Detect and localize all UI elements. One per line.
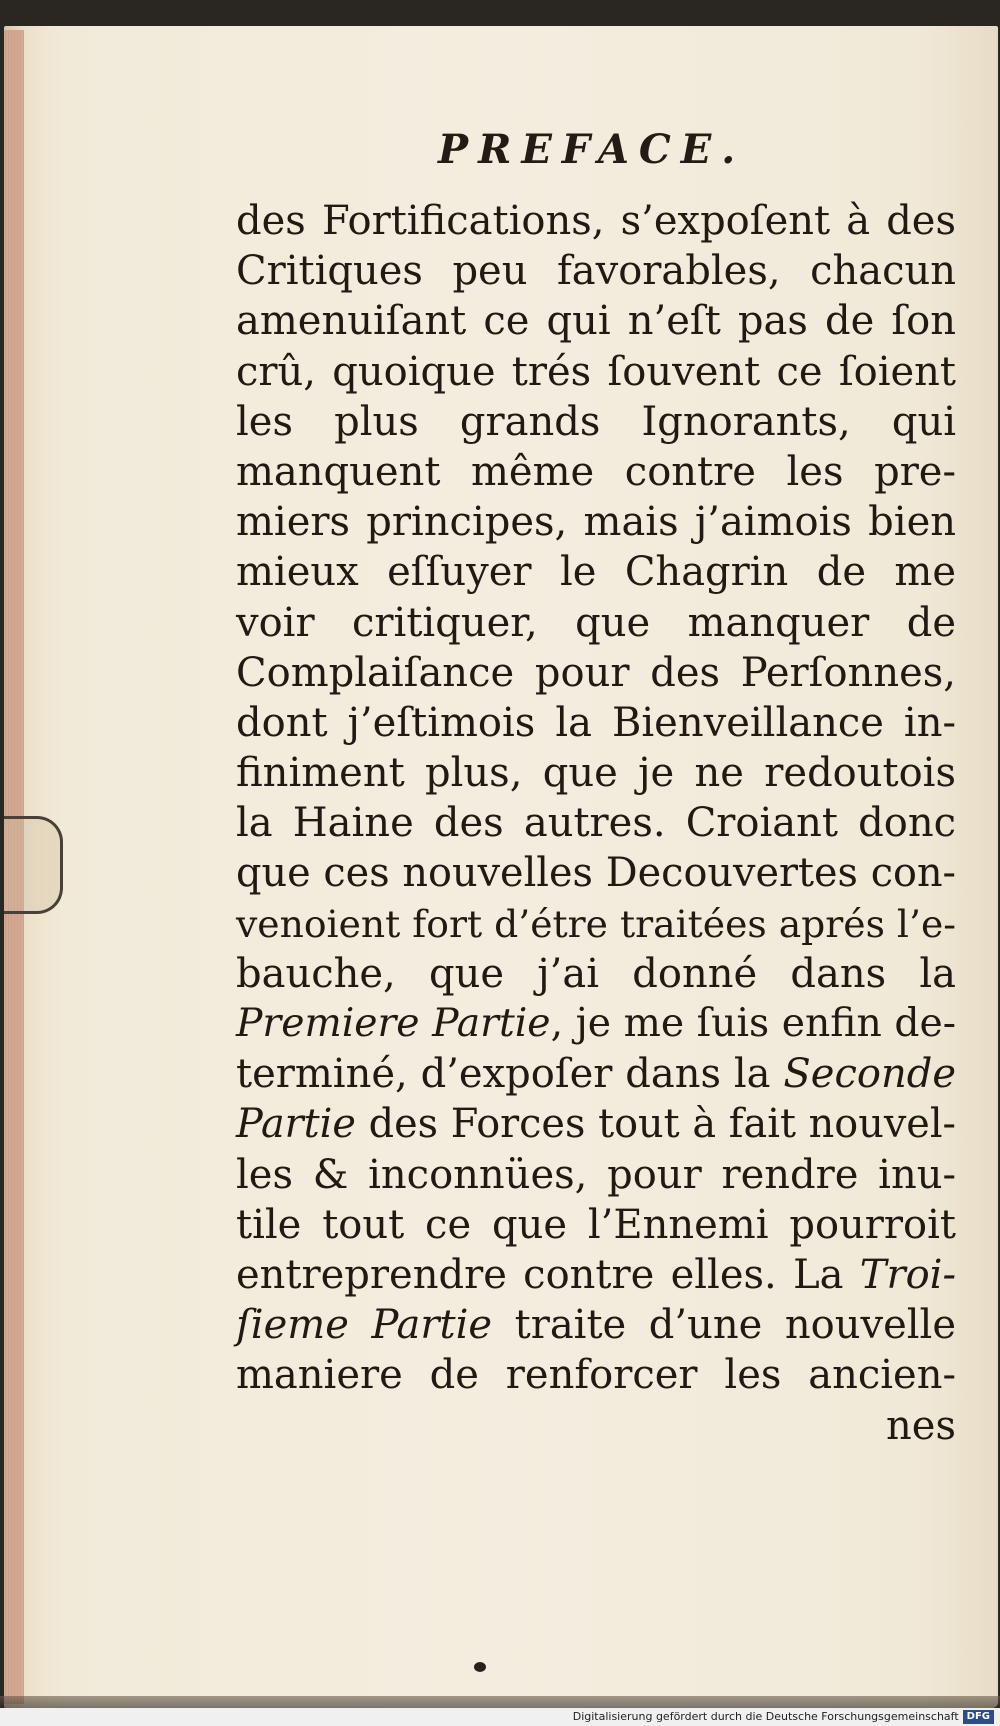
text-segment: manquent même contre les pre- [236,448,956,495]
text-segment: entreprendre contre elles. La [236,1251,860,1298]
text-segment: amenuiſant ce qui n’eſt pas de ſon [236,298,956,345]
text-segment: des Fortifications, s’expoſent à des [236,198,956,244]
text-line [236,698,956,748]
text-line [236,196,956,246]
text-line [236,1200,956,1250]
italic-segment: Partie [236,1101,356,1148]
catchword: nes [886,1402,956,1449]
text-segment: tile tout ce que l’Ennemi pourroit [236,1201,956,1248]
text-line [236,547,956,597]
text-segment: dont j’eſtimois la Bienveillance in- [236,699,956,746]
text-segment: miers principes, mais j’aimois bien [236,499,956,546]
italic-segment: Premiere Partie [236,1001,551,1046]
text-segment: , je me ſuis enfin de- [550,1001,957,1046]
dfg-logo: DFG [963,1710,994,1724]
italic-segment: ſieme Partie [236,1302,493,1349]
text-line [236,899,956,949]
running-head: PREFACE. [438,126,746,173]
text-line [236,447,956,497]
text-line [236,999,956,1049]
text-line [236,598,956,648]
text-line [236,949,956,999]
ink-spot [474,1662,486,1672]
text-line [236,497,956,547]
text-segment: crû, quoique trés ſouvent ce ſoient [236,348,956,395]
book-page [4,26,998,1708]
text-segment: voir critiquer, que manquer de [236,599,956,646]
text-segment: terminé, d’expoſer dans la [236,1051,784,1098]
text-line [236,347,956,397]
italic-segment: Troi- [859,1251,956,1298]
text-line [236,1250,956,1300]
digitization-credit: Digitalisierung gefördert durch die Deutsche Forschungsgemeinschaft [572,1710,959,1723]
text-line [236,1049,956,1099]
text-segment: la Haine des autres. Croiant donc [236,800,956,847]
text-segment: Critiques peu favorables, chacun [236,248,956,295]
text-segment: que ces nouvelles Decouvertes con- [236,850,956,897]
text-line [236,397,956,447]
text-line [236,748,956,798]
book-clasp [4,816,63,914]
text-line [236,296,956,346]
digitization-credit-bar [0,1708,1000,1726]
book-bottom-shadow [0,1696,1000,1708]
text-line [236,798,956,848]
text-line [236,1300,956,1350]
text-line [236,1350,956,1400]
text-segment: traite d’une nouvelle [492,1302,956,1349]
text-segment: les plus grands Ignorants, qui [236,398,956,445]
text-line [236,648,956,698]
text-segment: mieux eſſuyer le Chagrin de me [236,549,956,596]
text-line [236,848,956,898]
text-segment: finiment plus, que je ne redoutois [236,750,956,797]
text-block [236,196,956,1451]
text-segment: maniere de renforcer les ancien- [236,1352,956,1399]
text-segment: bauche, que j’ai donné dans la [236,950,956,997]
text-line [236,1150,956,1200]
text-line [236,246,956,296]
text-segment: venoient fort d’étre traitées aprés l’e- [236,901,957,946]
text-segment: les & inconnües, pour rendre inu- [236,1151,956,1198]
text-segment: Complaiſance pour des Perſonnes, [236,649,956,696]
text-segment: des Forces tout à fait nouvel- [355,1101,956,1148]
text-line [236,1099,956,1149]
italic-segment: Seconde [783,1051,956,1098]
